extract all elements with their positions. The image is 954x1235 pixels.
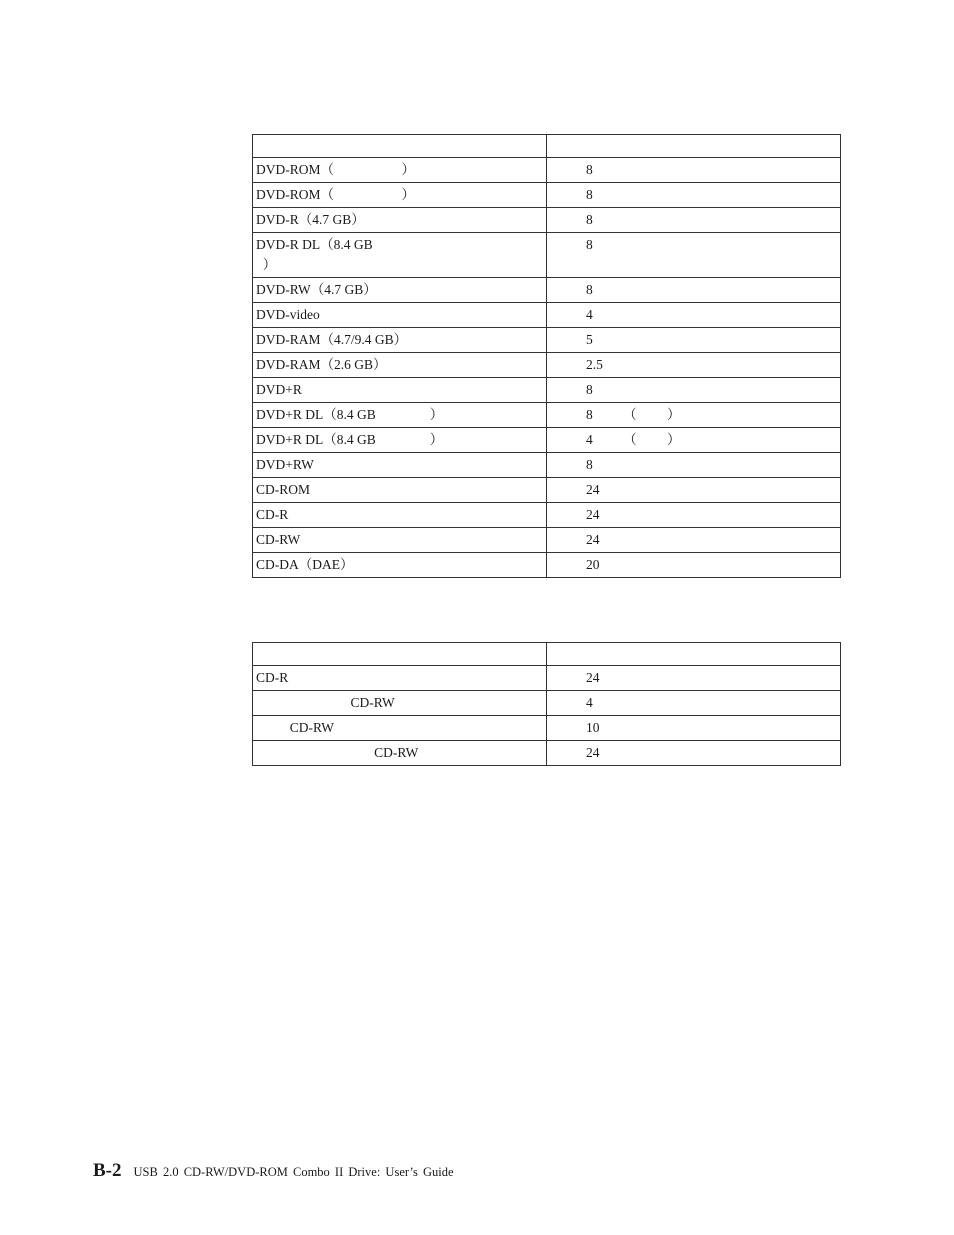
table-header-row — [253, 643, 841, 666]
table-row — [253, 233, 841, 278]
table-row — [253, 208, 841, 233]
media-type: DVD-ROM（ ） — [256, 187, 416, 202]
media-type: CD-RW — [256, 532, 301, 547]
speed-value: 8 — [586, 382, 593, 397]
table-row — [253, 428, 841, 453]
speed-value: 8 — [586, 457, 593, 472]
table-row — [253, 158, 841, 183]
table-row — [253, 453, 841, 478]
table-row — [253, 553, 841, 578]
table-row — [253, 403, 841, 428]
media-type: CD-RW — [256, 695, 395, 710]
speed-value: 8 — [586, 187, 593, 202]
media-type: DVD+R — [256, 382, 302, 397]
speed-value: 4 （ ） — [586, 432, 681, 447]
media-type: DVD-RAM（4.7/9.4 GB） — [256, 332, 408, 347]
page-number: B-2 — [93, 1160, 122, 1181]
speed-value: 4 — [586, 307, 593, 322]
table-row — [253, 741, 841, 766]
document-title: USB 2.0 CD-RW/DVD-ROM Combo II Drive: User’s Guide — [133, 1165, 454, 1179]
table-row — [253, 691, 841, 716]
speed-value: 24 — [586, 532, 600, 547]
speed-value: 10 — [586, 720, 600, 735]
table-row — [253, 503, 841, 528]
media-type: DVD-video — [256, 307, 320, 322]
table-row — [253, 378, 841, 403]
media-type: CD-R — [256, 507, 289, 522]
table-header-row — [253, 135, 841, 158]
media-type: DVD-R（4.7 GB） — [256, 212, 365, 227]
speed-value: 24 — [586, 745, 600, 760]
media-type: CD-ROM — [256, 482, 311, 497]
media-type: CD-RW — [256, 720, 335, 735]
table-row — [253, 478, 841, 503]
read-speed-table — [252, 134, 841, 578]
speed-value: 24 — [586, 482, 600, 497]
media-type: DVD-R DL（8.4 GB ） — [256, 237, 373, 272]
media-type: CD-R — [256, 670, 289, 685]
table-row — [253, 303, 841, 328]
speed-value: 5 — [586, 332, 593, 347]
speed-value: 24 — [586, 670, 600, 685]
media-type: DVD-ROM（ ） — [256, 162, 416, 177]
table-row — [253, 278, 841, 303]
speed-value: 8 — [586, 212, 593, 227]
media-type: DVD+R DL（8.4 GB ） — [256, 432, 444, 447]
speed-value: 4 — [586, 695, 593, 710]
write-speed-table — [252, 642, 841, 766]
media-type: CD-DA（DAE） — [256, 557, 354, 572]
speed-value: 8 （ ） — [586, 407, 681, 422]
media-type: DVD-RAM（2.6 GB） — [256, 357, 387, 372]
speed-value: 8 — [586, 282, 593, 297]
table-row — [253, 183, 841, 208]
table-row — [253, 716, 841, 741]
page-footer — [93, 1160, 454, 1182]
table-row — [253, 666, 841, 691]
table-row — [253, 528, 841, 553]
speed-value: 2.5 — [586, 357, 603, 372]
media-type: DVD-RW（4.7 GB） — [256, 282, 377, 297]
media-type: CD-RW — [256, 745, 419, 760]
table-row — [253, 328, 841, 353]
media-type: DVD+RW — [256, 457, 314, 472]
speed-value: 20 — [586, 557, 600, 572]
table-row — [253, 353, 841, 378]
speed-value: 8 — [586, 237, 593, 252]
speed-value: 24 — [586, 507, 600, 522]
speed-value: 8 — [586, 162, 593, 177]
media-type: DVD+R DL（8.4 GB ） — [256, 407, 444, 422]
